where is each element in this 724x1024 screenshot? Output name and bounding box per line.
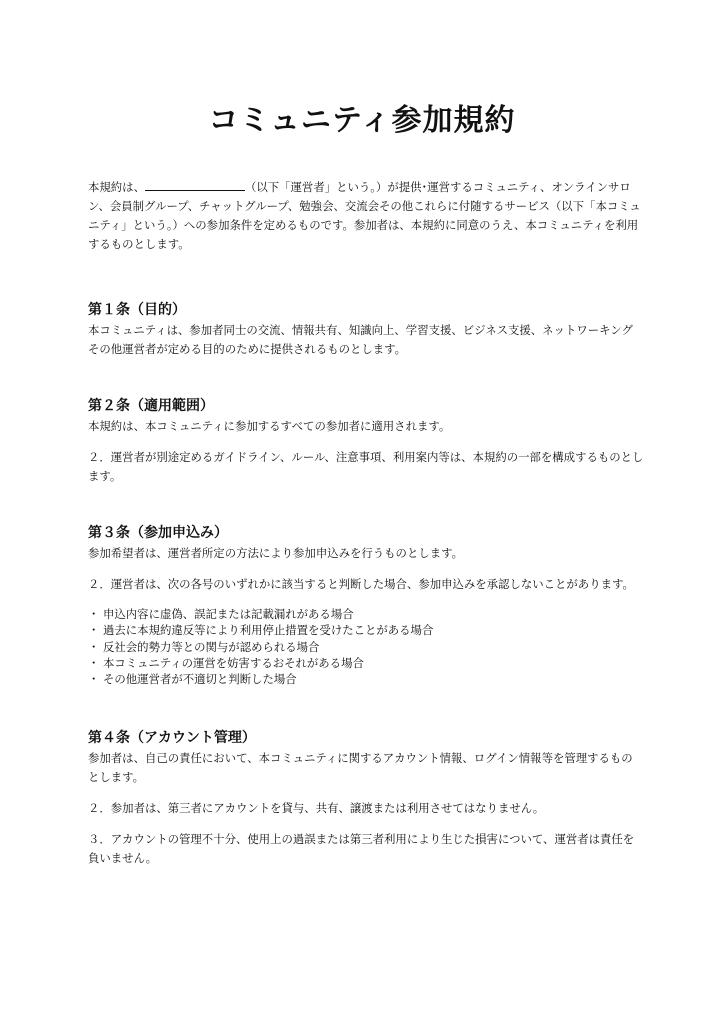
article-paragraph: 本規約は、本コミュニティに参加するすべての参加者に適用されます。	[88, 419, 451, 433]
article-paragraph: 参加者は、自己の責任において、本コミュニティに関するアカウント情報、ログイン情報等を管理するものとします。	[88, 751, 633, 785]
intro-text-end: （以下「運営者」という。）が提供･運営するコミュニティ、オンラインサロン、会員制グループ、チャットグループ、勉強会、交流会その他これらに付随するサービス（以下「本コミュニティ」という。）への参加条件を定めるものです。参加者は、本規約に同意のうえ、本コミュニティを利用するものとします。	[88, 180, 641, 251]
list-item: ・ 本コミュニティの運営を妨害するおそれがある場合	[88, 655, 364, 670]
article-paragraph: 本コミュニティは、参加者同士の交流、情報共有、知識向上、学習支援、ビジネス支援、ネットワーキングその他運営者が定める目的のために提供されるものとします。	[88, 323, 633, 356]
operator-name-blank	[145, 178, 245, 191]
list-item: ・ 過去に本規約違反等により利用停止措置を受けたことがある場合	[88, 623, 434, 638]
article-paragraph: ２．参加者は、第三者にアカウントを貸与、共有、譲渡または利用させてはなりません。	[88, 801, 545, 816]
article-1	[88, 299, 644, 359]
article-paragraph: ３．アカウントの管理不十分、使用上の過誤または第三者利用により生じた損害について、運営者は責任を負いません。	[88, 832, 635, 866]
article-paragraph: 参加希望者は、運営者所定の方法により参加申込みを行うものとします。	[88, 546, 463, 560]
article-paragraph: ２．運営者が別途定めるガイドライン、ルール、注意事項、利用案内等は、本規約の一部を構成するものとします。	[88, 450, 644, 483]
article-4	[88, 727, 644, 868]
document-title: コミュニティ参加規約	[208, 103, 516, 138]
intro-paragraph	[88, 178, 644, 254]
article-3	[88, 522, 644, 687]
document-body	[88, 178, 644, 868]
article-heading: 第４条（アカウント管理）	[88, 730, 256, 747]
article-heading: 第１条（目的）	[88, 302, 186, 318]
list-item: ・ 申込内容に虚偽、誤記または記載漏れがある場合	[88, 607, 354, 621]
article-2	[88, 395, 644, 486]
list-item: ・ その他運営者が不適切と判断した場合	[88, 672, 297, 687]
list-item: ・ 反社会的勢力等との関与が認められる場合	[88, 639, 320, 654]
article-heading: 第２条（適用範囲）	[88, 398, 214, 414]
article-paragraph: ２．運営者は、次の各号のいずれかに該当すると判断した場合、参加申込みを承認しないことがあります。	[88, 577, 634, 591]
condition-list	[88, 606, 644, 687]
intro-text-start: 本規約は、	[88, 180, 145, 194]
article-heading: 第３条（参加申込み）	[88, 525, 228, 541]
